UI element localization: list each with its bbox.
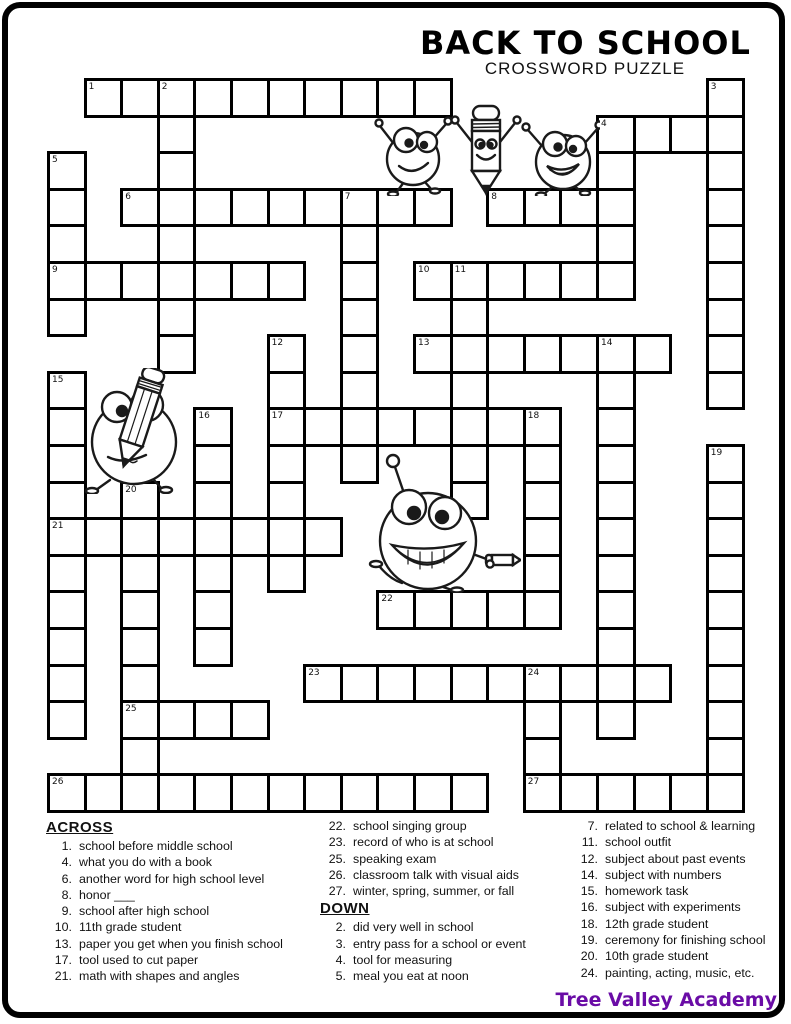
grid-cell[interactable] — [340, 224, 380, 264]
cell-number: 25 — [125, 704, 137, 715]
grid-cell[interactable] — [523, 517, 563, 557]
grid-cell[interactable] — [230, 773, 270, 813]
grid-cell[interactable] — [84, 517, 124, 557]
clue-text: ceremony for finishing school — [605, 933, 766, 948]
grid-cell[interactable] — [669, 773, 709, 813]
grid-cell[interactable] — [230, 700, 270, 740]
grid-cell[interactable] — [559, 664, 599, 704]
clue-number: 4. — [335, 953, 346, 968]
clue-item — [320, 968, 568, 984]
cell-number: 12 — [271, 338, 284, 349]
grid-cell[interactable] — [120, 590, 160, 630]
grid-cell[interactable] — [230, 188, 270, 228]
grid-cell[interactable] — [596, 444, 636, 484]
clue-number: 23. — [328, 835, 346, 850]
clue-number: 18. — [580, 916, 598, 931]
clue-text: tool used to cut paper — [79, 953, 199, 968]
grid-cell[interactable] — [559, 334, 599, 374]
clue-number: 25. — [328, 851, 346, 866]
clue-text: school after high school — [79, 904, 210, 919]
grid-cell[interactable] — [340, 371, 380, 411]
clue-number: 17. — [54, 953, 72, 968]
clue-number: 24. — [580, 965, 598, 980]
grid-cell[interactable] — [596, 627, 636, 667]
grid-cell[interactable] — [376, 407, 416, 447]
clue-number: 10. — [54, 920, 72, 935]
cell-number: 26 — [52, 777, 64, 788]
grid-cell[interactable] — [340, 261, 380, 301]
grid-cell[interactable] — [486, 334, 526, 374]
grid-cell[interactable] — [523, 554, 563, 594]
grid-cell[interactable] — [413, 334, 453, 374]
grid-cell[interactable] — [706, 773, 746, 813]
grid-cell[interactable] — [413, 664, 453, 704]
grid-cell[interactable] — [84, 773, 124, 813]
grid-cell[interactable] — [706, 517, 746, 557]
clue-item — [572, 965, 784, 981]
grid-cell[interactable] — [120, 517, 160, 557]
grid-cell[interactable] — [450, 590, 490, 630]
cell-number: 15 — [52, 374, 64, 385]
grid-cell[interactable] — [120, 78, 160, 118]
clue-item — [320, 919, 568, 935]
grid-cell[interactable] — [596, 261, 636, 301]
grid-cell[interactable] — [340, 407, 380, 447]
clue-item — [46, 887, 318, 903]
grid-cell[interactable] — [596, 773, 636, 813]
grid-cell[interactable] — [450, 773, 490, 813]
grid-cell[interactable] — [706, 590, 746, 630]
clue-text: 10th grade student — [605, 949, 709, 964]
grid-cell[interactable] — [303, 78, 343, 118]
grid-cell[interactable] — [596, 554, 636, 594]
grid-cell[interactable] — [230, 517, 270, 557]
grid-cell[interactable] — [340, 298, 380, 338]
grid-cell[interactable] — [157, 517, 197, 557]
grid-cell[interactable] — [47, 224, 87, 264]
clue-number: 27. — [328, 884, 346, 899]
grid-cell[interactable] — [267, 554, 307, 594]
grid-cell[interactable] — [596, 481, 636, 521]
clue-section-header: DOWN — [320, 900, 370, 918]
grid-cell[interactable] — [157, 115, 197, 155]
cell-number: 10 — [418, 265, 430, 275]
clue-text: record of who is at school — [353, 835, 494, 850]
grid-cell[interactable] — [633, 664, 673, 704]
branding-text: Tree Valley Academy — [555, 989, 777, 1011]
grid-cell[interactable] — [47, 151, 87, 191]
clue-text: tool for measuring — [353, 953, 453, 968]
clue-text: subject with numbers — [605, 867, 722, 882]
cell-number: 8 — [491, 191, 497, 202]
clue-section-header: ACROSS — [46, 819, 114, 836]
cell-number: 20 — [125, 484, 137, 495]
clue-item — [572, 932, 784, 948]
clue-text: another word for high school level — [79, 871, 265, 886]
grid-cell[interactable] — [523, 407, 563, 447]
clue-text: speaking exam — [353, 851, 437, 866]
grid-cell[interactable] — [413, 261, 453, 301]
grid-cell[interactable] — [267, 188, 307, 228]
grid-cell[interactable] — [47, 627, 87, 667]
cell-number: 23 — [308, 667, 320, 678]
grid-cell[interactable] — [47, 773, 87, 813]
grid-cell[interactable] — [157, 773, 197, 813]
grid-cell[interactable] — [486, 664, 526, 704]
clue-item — [46, 854, 318, 870]
grid-cell[interactable] — [450, 407, 490, 447]
grid-cell[interactable] — [450, 334, 490, 374]
grid-cell[interactable] — [340, 664, 380, 704]
clue-text: math with shapes and angles — [79, 969, 240, 984]
grid-cell[interactable] — [523, 664, 563, 704]
clue-column-across — [46, 818, 318, 985]
grid-cell[interactable] — [47, 517, 87, 557]
grid-cell[interactable] — [706, 298, 746, 338]
jumping-characters-illustration — [372, 100, 600, 196]
grid-cell[interactable] — [706, 371, 746, 411]
grid-cell[interactable] — [669, 115, 709, 155]
grid-cell[interactable] — [193, 78, 233, 118]
cell-number: 6 — [125, 191, 131, 202]
grid-cell[interactable] — [523, 481, 563, 521]
clue-number: 16. — [580, 900, 598, 915]
cell-number: 5 — [52, 155, 58, 166]
grid-cell[interactable] — [523, 444, 563, 484]
grid-cell[interactable] — [267, 334, 307, 374]
grid-cell[interactable] — [47, 261, 87, 301]
clue-text: school outfit — [605, 835, 672, 850]
grid-cell[interactable] — [340, 773, 380, 813]
grid-cell[interactable] — [596, 334, 636, 374]
grid-cell[interactable] — [303, 188, 343, 228]
clue-item — [320, 834, 568, 850]
grid-cell[interactable] — [157, 224, 197, 264]
grid-cell[interactable] — [376, 590, 416, 630]
grid-cell[interactable] — [706, 737, 746, 777]
clue-text: classroom talk with visual aids — [353, 867, 519, 882]
grid-cell[interactable] — [47, 700, 87, 740]
grid-cell[interactable] — [303, 517, 343, 557]
grid-cell[interactable] — [267, 517, 307, 557]
grid-cell[interactable] — [706, 627, 746, 667]
running-character-illustration — [356, 447, 521, 593]
clue-item — [572, 916, 784, 932]
clue-text: subject about past events — [605, 851, 746, 866]
grid-cell[interactable] — [120, 188, 160, 228]
clue-item — [572, 899, 784, 915]
clue-number: 20. — [580, 949, 598, 964]
pencil-character — [452, 106, 521, 193]
grid-cell[interactable] — [633, 773, 673, 813]
grid-cell[interactable] — [559, 773, 599, 813]
grid-cell[interactable] — [267, 773, 307, 813]
cell-number: 11 — [454, 265, 467, 275]
grid-cell[interactable] — [413, 407, 453, 447]
grid-cell[interactable] — [230, 78, 270, 118]
grid-cell[interactable] — [157, 78, 197, 118]
grid-cell[interactable] — [706, 664, 746, 704]
clue-item — [572, 818, 784, 834]
cell-number: 21 — [52, 521, 64, 532]
grid-cell[interactable] — [267, 407, 307, 447]
ball-character-left — [376, 118, 452, 197]
grid-cell[interactable] — [193, 590, 233, 630]
clue-text: entry pass for a school or event — [353, 936, 526, 951]
writing-character-illustration — [78, 368, 218, 494]
grid-cell[interactable] — [84, 261, 124, 301]
grid-cell[interactable] — [486, 261, 526, 301]
grid-cell[interactable] — [157, 298, 197, 338]
grid-cell[interactable] — [523, 261, 563, 301]
clue-number: 26. — [328, 867, 346, 882]
grid-cell[interactable] — [193, 627, 233, 667]
grid-cell[interactable] — [596, 517, 636, 557]
clue-text: 12th grade student — [605, 916, 709, 931]
cell-number: 1 — [88, 82, 95, 92]
grid-cell[interactable] — [450, 664, 490, 704]
grid-cell[interactable] — [596, 700, 636, 740]
grid-cell[interactable] — [230, 261, 270, 301]
clue-text: school before middle school — [79, 839, 233, 853]
clue-text: homework task — [605, 884, 689, 899]
clue-number: 15. — [580, 884, 598, 899]
grid-cell[interactable] — [157, 700, 197, 740]
grid-cell[interactable] — [303, 773, 343, 813]
grid-cell[interactable] — [559, 261, 599, 301]
grid-cell[interactable] — [47, 188, 87, 228]
grid-cell[interactable] — [523, 737, 563, 777]
grid-cell[interactable] — [376, 664, 416, 704]
clue-item — [46, 952, 318, 968]
cell-number: 14 — [601, 338, 613, 349]
grid-cell[interactable] — [706, 151, 746, 191]
cell-number: 19 — [710, 448, 723, 458]
small-pencil — [486, 555, 521, 568]
clue-text: school singing group — [353, 819, 467, 833]
grid-cell[interactable] — [157, 188, 197, 228]
grid-cell[interactable] — [47, 554, 87, 594]
grid-cell[interactable] — [706, 78, 746, 118]
cell-number: 16 — [198, 411, 210, 422]
grid-cell[interactable] — [596, 224, 636, 264]
cell-number: 2 — [161, 82, 168, 92]
grid-cell[interactable] — [157, 261, 197, 301]
clue-number: 11. — [581, 835, 598, 850]
clue-number: 12. — [580, 851, 598, 866]
grid-cell[interactable] — [120, 627, 160, 667]
cell-number: 18 — [527, 411, 540, 422]
clue-text: related to school & learning — [605, 819, 756, 833]
clue-number: 8. — [61, 887, 72, 902]
clue-item — [46, 968, 318, 984]
grid-cell[interactable] — [340, 334, 380, 374]
cell-number: 24 — [527, 667, 540, 678]
grid-cell[interactable] — [193, 773, 233, 813]
grid-cell[interactable] — [596, 371, 636, 411]
cell-number: 3 — [710, 82, 717, 92]
cell-number: 9 — [52, 265, 58, 275]
grid-cell[interactable] — [47, 298, 87, 338]
grid-cell[interactable] — [120, 261, 160, 301]
grid-cell[interactable] — [303, 407, 343, 447]
grid-cell[interactable] — [706, 261, 746, 301]
clue-number: 3. — [335, 936, 346, 951]
clue-item — [572, 851, 784, 867]
clue-item — [46, 838, 318, 854]
clue-number: 13. — [54, 936, 72, 951]
grid-cell[interactable] — [267, 444, 307, 484]
grid-cell[interactable] — [120, 773, 160, 813]
grid-cell[interactable] — [193, 188, 233, 228]
grid-cell[interactable] — [413, 773, 453, 813]
clue-text: meal you eat at noon — [353, 969, 469, 984]
clue-number: 7. — [587, 819, 598, 833]
clue-item — [46, 871, 318, 887]
page-subtitle: CROSSWORD PUZZLE — [484, 59, 686, 78]
clue-text: paper you get when you finish school — [79, 936, 283, 951]
grid-cell[interactable] — [303, 664, 343, 704]
clue-text: subject with experiments — [605, 900, 741, 915]
cell-number: 22 — [381, 594, 393, 605]
clue-column-middle — [320, 818, 568, 985]
clue-number: 21. — [54, 969, 72, 984]
clue-number: 6. — [61, 871, 72, 886]
grid-cell[interactable] — [596, 407, 636, 447]
grid-cell[interactable] — [523, 590, 563, 630]
clue-item — [46, 936, 318, 952]
grid-cell[interactable] — [120, 554, 160, 594]
clue-text: painting, acting, music, etc. — [605, 965, 755, 980]
grid-cell[interactable] — [120, 737, 160, 777]
grid-cell[interactable] — [84, 78, 124, 118]
grid-cell[interactable] — [706, 700, 746, 740]
clue-text: did very well in school — [353, 920, 474, 935]
grid-cell[interactable] — [706, 444, 746, 484]
clue-text: what you do with a book — [79, 855, 212, 870]
grid-cell[interactable] — [157, 151, 197, 191]
grid-cell[interactable] — [486, 407, 526, 447]
page-title: BACK TO SCHOOL — [420, 24, 751, 62]
grid-cell[interactable] — [267, 481, 307, 521]
grid-cell[interactable] — [706, 188, 746, 228]
grid-cell[interactable] — [47, 664, 87, 704]
clue-number: 4. — [61, 855, 72, 870]
grid-cell[interactable] — [450, 298, 490, 338]
clue-text: 11th grade student — [79, 920, 182, 935]
clue-item — [572, 834, 784, 850]
grid-cell[interactable] — [706, 334, 746, 374]
grid-cell[interactable] — [633, 334, 673, 374]
clue-item — [46, 903, 318, 919]
clue-number: 9. — [61, 904, 72, 919]
clue-item — [320, 851, 568, 867]
cell-number: 27 — [527, 777, 540, 788]
clue-number: 19. — [580, 933, 598, 948]
grid-cell[interactable] — [523, 334, 563, 374]
clue-item — [320, 867, 568, 883]
cell-number: 4 — [601, 118, 607, 129]
clue-number: 14. — [580, 867, 598, 882]
grid-cell[interactable] — [450, 371, 490, 411]
grid-cell[interactable] — [193, 700, 233, 740]
grid-cell[interactable] — [267, 261, 307, 301]
grid-cell[interactable] — [120, 664, 160, 704]
clue-item — [320, 818, 568, 834]
grid-cell[interactable] — [120, 700, 160, 740]
grid-cell[interactable] — [413, 590, 453, 630]
grid-cell[interactable] — [596, 188, 636, 228]
cell-number: 13 — [418, 338, 430, 349]
grid-cell[interactable] — [486, 590, 526, 630]
grid-cell[interactable] — [596, 590, 636, 630]
grid-cell[interactable] — [706, 224, 746, 264]
cell-number: 17 — [271, 411, 284, 422]
grid-cell[interactable] — [267, 78, 307, 118]
clue-item — [572, 867, 784, 883]
clue-item — [572, 948, 784, 964]
clue-item — [572, 883, 784, 899]
clue-item — [320, 883, 568, 899]
clue-item — [320, 936, 568, 952]
grid-cell[interactable] — [450, 261, 490, 301]
grid-cell[interactable] — [193, 554, 233, 594]
grid-cell[interactable] — [706, 481, 746, 521]
grid-cell[interactable] — [193, 261, 233, 301]
grid-cell[interactable] — [193, 517, 233, 557]
grid-cell[interactable] — [596, 664, 636, 704]
clue-item — [320, 952, 568, 968]
clue-number: 1. — [61, 839, 72, 853]
clue-column-down — [572, 818, 784, 981]
clue-number: 22. — [328, 819, 346, 833]
clue-item — [46, 919, 318, 935]
grid-cell[interactable] — [633, 115, 673, 155]
grid-cell[interactable] — [706, 554, 746, 594]
grid-cell[interactable] — [596, 151, 636, 191]
ball-character-right — [523, 122, 601, 197]
clue-number: 5. — [335, 969, 346, 984]
grid-cell[interactable] — [376, 773, 416, 813]
grid-cell[interactable] — [267, 371, 307, 411]
clue-text: winter, spring, summer, or fall — [353, 884, 515, 899]
grid-cell[interactable] — [523, 700, 563, 740]
grid-cell[interactable] — [706, 115, 746, 155]
grid-cell[interactable] — [596, 115, 636, 155]
clue-text: honor ___ — [79, 887, 135, 902]
cell-number: 7 — [344, 191, 351, 202]
clue-number: 2. — [335, 920, 346, 935]
grid-cell[interactable] — [47, 590, 87, 630]
grid-cell[interactable] — [523, 773, 563, 813]
